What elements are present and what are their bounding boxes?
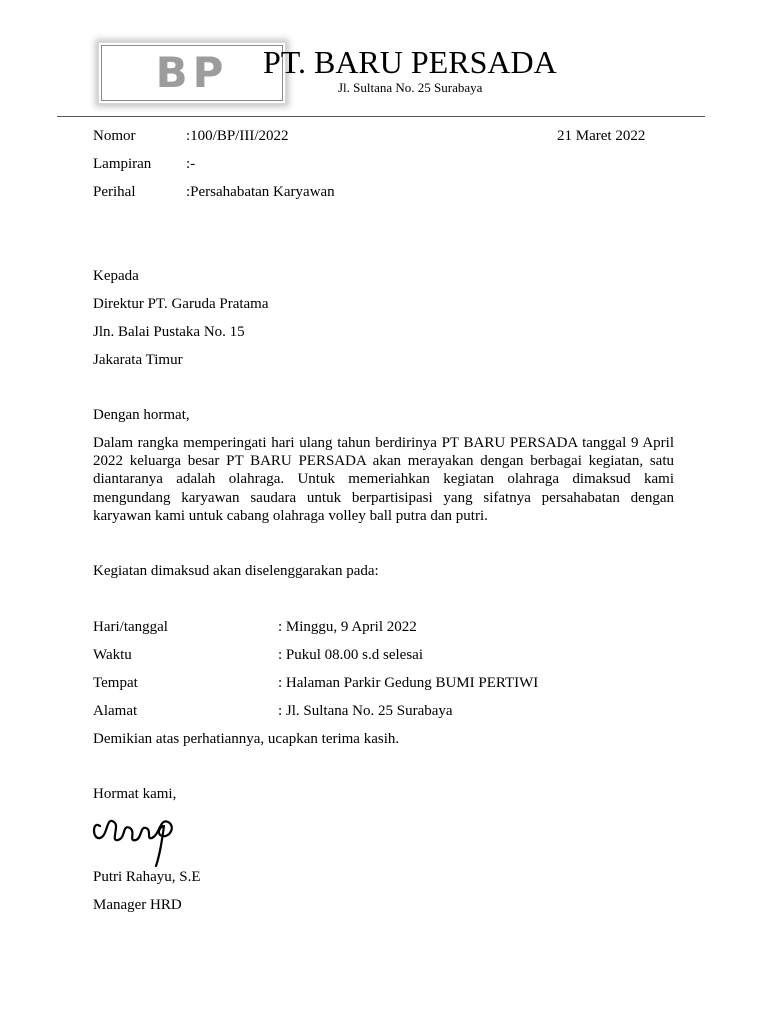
logo-text: BP — [155, 48, 229, 97]
event-label-address: Alamat — [93, 703, 138, 719]
handwritten-signature — [90, 808, 178, 870]
recipient-line-1: Direktur PT. Garuda Pratama — [93, 296, 269, 312]
event-label-date: Hari/tanggal — [93, 619, 168, 635]
event-value-date: : Minggu, 9 April 2022 — [278, 619, 417, 635]
lampiran-label: Lampiran — [93, 156, 152, 172]
recipient-line-3: Jakarata Timur — [93, 352, 183, 368]
salutation: Dengan hormat, — [93, 407, 190, 423]
event-value-address: : Jl. Sultana No. 25 Surabaya — [278, 703, 453, 719]
perihal-value: :Persahabatan Karyawan — [186, 184, 335, 200]
header-divider — [57, 116, 705, 117]
event-value-time: : Pukul 08.00 s.d selesai — [278, 647, 423, 663]
company-address: Jl. Sultana No. 25 Surabaya — [338, 80, 483, 95]
signature-closing: Hormat kami, — [93, 786, 177, 802]
event-value-place: : Halaman Parkir Gedung BUMI PERTIWI — [278, 675, 539, 691]
letter-date: 21 Maret 2022 — [557, 128, 646, 144]
company-name: PT. BARU PERSADA — [263, 44, 557, 80]
lampiran-value: :- — [186, 156, 196, 172]
event-label-place: Tempat — [93, 675, 138, 691]
event-intro: Kegiatan dimaksud akan diselenggarakan pada: — [93, 563, 379, 579]
company-logo — [98, 42, 286, 104]
signatory-title: Manager HRD — [93, 897, 182, 913]
nomor-value: :100/BP/III/2022 — [186, 128, 289, 144]
closing-sentence: Demikian atas perhatiannya, ucapkan terima kasih. — [93, 731, 400, 747]
nomor-label: Nomor — [93, 128, 136, 144]
signatory-name: Putri Rahayu, S.E — [93, 869, 201, 885]
recipient-line-2: Jln. Balai Pustaka No. 15 — [93, 324, 245, 340]
event-label-time: Waktu — [93, 647, 132, 663]
perihal-label: Perihal — [93, 184, 136, 200]
body-paragraph: Dalam rangka memperingati hari ulang tahun berdirinya PT BARU PERSADA tanggal 9 April 2022 keluarga besar PT BARU PERSADA akan merayakan dengan berbagai kegiatan, satu diantaranya adalah olahraga. Untuk memeriahkan kegiatan olahraga dimaksud kami mengundang karyawan saudara untuk berpartisipasi yang sifatnya persahabatan dengan karyawan kami untuk cabang olahraga volley ball putra dan putri. — [93, 435, 674, 524]
recipient-greeting: Kepada — [93, 268, 139, 284]
